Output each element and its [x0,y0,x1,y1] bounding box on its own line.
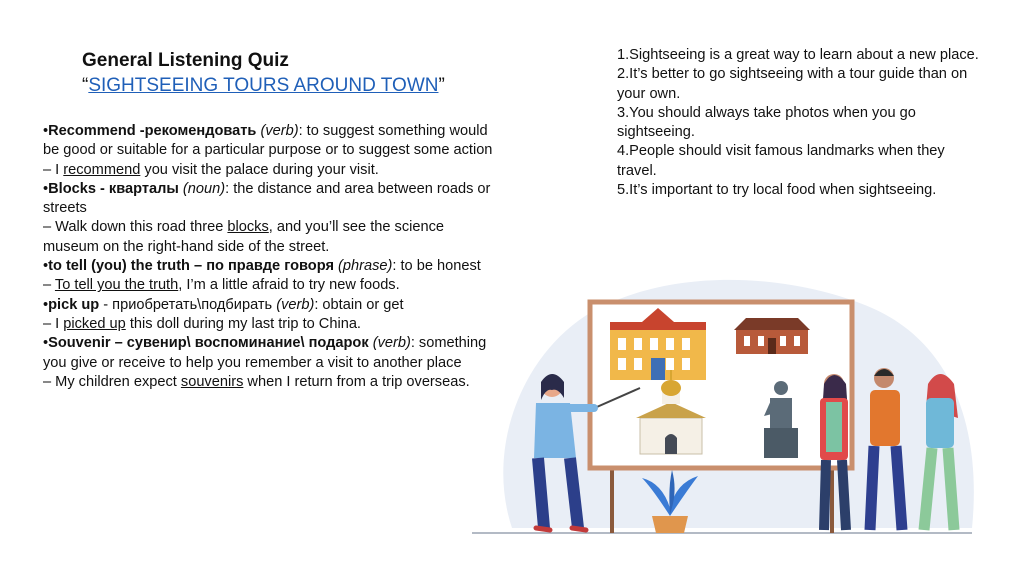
quote-close: ” [438,75,445,96]
example-keyword: picked up [63,315,126,332]
bullet: • [43,258,49,275]
vocab-example [43,218,495,257]
example-keyword: recommend [63,161,141,178]
quote-open: “ [82,75,89,96]
vocab-example [43,276,495,295]
vocab-definition: : something you give or receive to help you remember a visit to another place [43,335,487,371]
example-keyword: To tell you the truth [54,277,179,294]
bullet: • [43,123,49,139]
example-keyword: souvenirs [180,373,244,390]
bullet: • [43,296,49,313]
part-of-speech: (verb) [260,123,299,139]
vocab-term: Recommend -рекомендовать [48,123,257,139]
vocab-example [43,373,495,392]
example-text: – My children expect [43,373,181,390]
page-subtitle [82,73,542,99]
quiz-statements [617,46,979,200]
part-of-speech: (verb) [276,296,315,313]
vocab-example [43,161,495,180]
example-text: this doll during my last trip to China. [125,315,361,332]
example-text: – I [43,161,64,178]
vocab-term: Blocks - кварталы [48,180,179,197]
vocab-definition: : to suggest something would be good or suitable for a particular purpose or to suggest some action [43,123,493,159]
part-of-speech: (noun) [182,180,226,197]
part-of-speech: (phrase) [338,258,393,275]
page-title: General Listening Quiz [82,50,289,71]
example-text: , and you’ll see the science museum on the right-hand side of the street. [43,219,445,255]
vocab-definition: : the distance and area between roads or streets [43,180,491,217]
sightseeing-illustration [472,238,992,538]
vocab-entry-pick-up [43,296,495,315]
example-text: – I [43,315,64,332]
vocab-entry-souvenir [43,334,495,373]
example-keyword: blocks [227,219,269,236]
vocab-example [43,315,495,334]
vocabulary-list [43,122,495,392]
vocab-term-translation: - приобретать\подбирать [99,296,277,313]
subtitle-link[interactable]: SIGHTSEEING TOURS AROUND TOWN [88,75,439,96]
vocab-term: pick up [48,296,100,313]
vocab-entry-recommend [43,122,495,161]
brick-house [734,318,810,354]
statement-2: 2.It’s better to go sightseeing with a tour guide than on your own. [617,66,968,102]
example-text: , I’m a little afraid to try new foods. [178,277,400,294]
part-of-speech: (verb) [372,335,411,352]
vocab-entry-tell-truth [43,257,495,276]
statement-1: 1.Sightseeing is a great way to learn about a new place. [617,47,979,63]
statement-5: 5.It’s important to try local food when sightseeing. [617,182,937,199]
statement-3: 3.You should always take photos when you go sightseeing. [617,104,916,141]
vocab-definition: : obtain or get [314,296,404,313]
bullet: • [43,180,49,197]
vocab-entry-blocks [43,180,495,219]
example-text: you visit the palace during your visit. [140,161,379,178]
vocab-term: Souvenir – сувенир\ воспоминание\ подарок [48,335,369,352]
vocab-definition: : to be honest [392,258,481,275]
bullet: • [43,335,49,352]
vocab-term: to tell (you) the truth – по правде говоря [48,258,334,275]
example-text: – Walk down this road three [43,219,228,236]
statement-4: 4.People should visit famous landmarks when they travel. [617,143,945,179]
example-text: – [43,277,55,294]
example-text: when I return from a trip overseas. [243,373,470,390]
title-block [82,48,542,99]
